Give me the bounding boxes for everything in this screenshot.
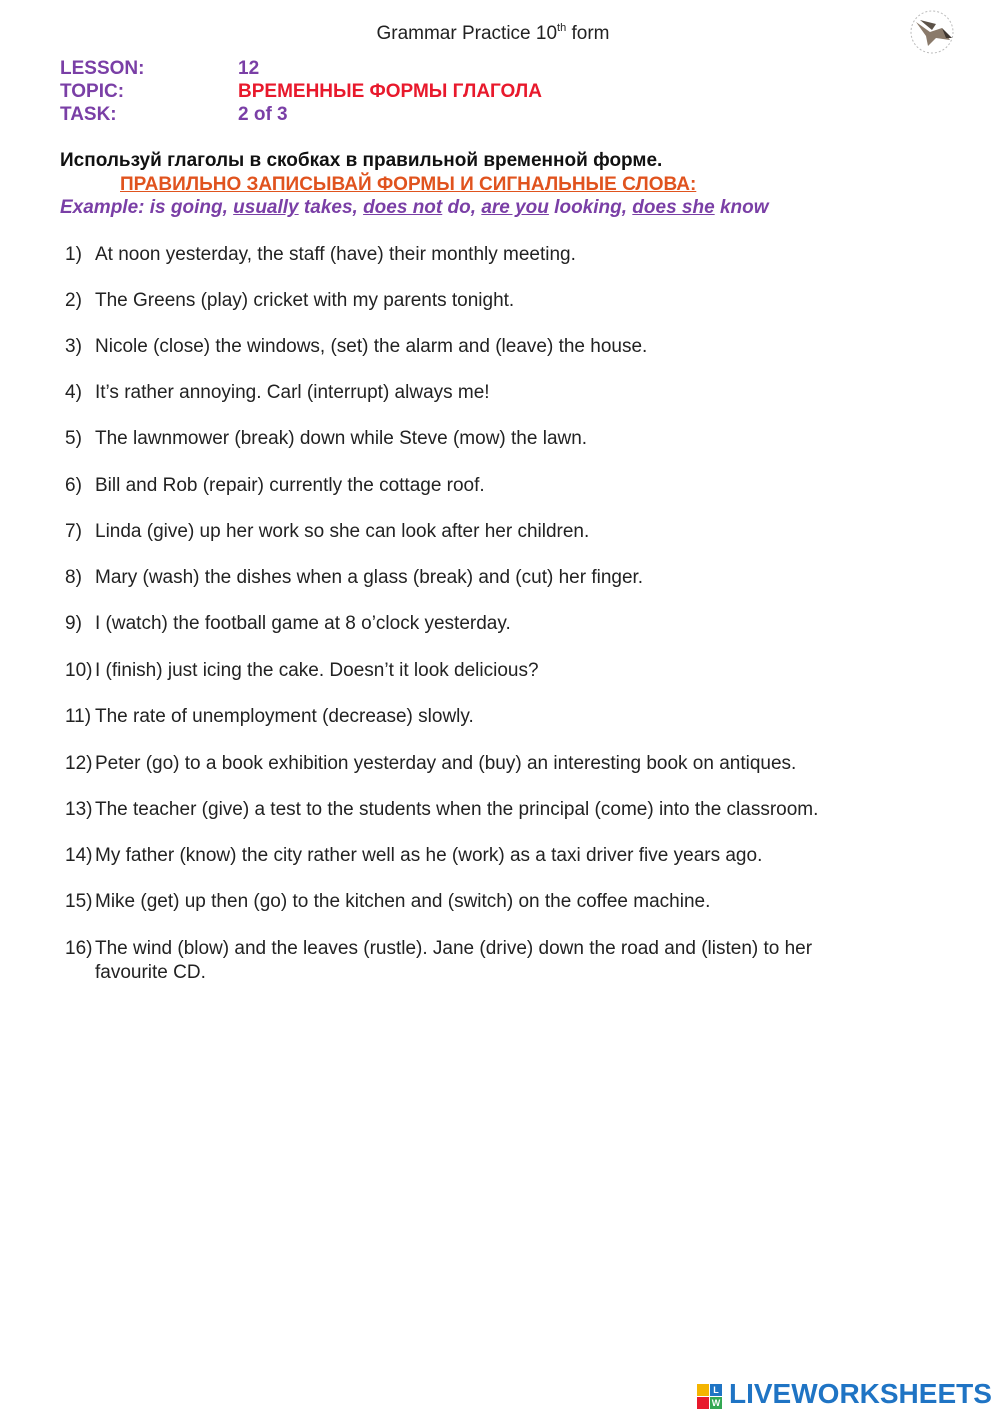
lesson-label: LESSON:: [60, 58, 145, 79]
exercise-item: [65, 752, 885, 776]
header-title-sup: th: [557, 22, 567, 34]
exercise-text: My father (know) the city rather well as he (work) as a taxi driver five years ago.: [95, 845, 763, 866]
exercise-text: The wind (blow) and the leaves (rustle). Jane (drive) down the road and (listen) to her favourite CD.: [95, 938, 813, 983]
exercise-number: 16): [65, 938, 93, 959]
example-rest-4: know: [714, 197, 769, 218]
example-rest-2: do,: [442, 197, 482, 218]
exercise-item: [65, 289, 885, 313]
exercise-item: [65, 659, 885, 683]
topic-value: ВРЕМЕННЫЕ ФОРМЫ ГЛАГОЛА: [238, 81, 542, 102]
exercise-item: [65, 474, 885, 498]
exercise-number: 10): [65, 660, 93, 681]
exercise-number: 14): [65, 845, 93, 866]
exercise-item: [65, 890, 885, 914]
exercise-number: 4): [65, 382, 82, 403]
header-title-prefix: Grammar Practice 10: [376, 23, 558, 44]
exercise-item: [65, 937, 865, 985]
exercise-number: 1): [65, 244, 82, 265]
header-title-suffix: form: [566, 23, 610, 44]
exercise-item: [65, 520, 885, 544]
exercise-item: [65, 243, 885, 267]
liveworksheets-brand: [697, 1377, 997, 1411]
exercise-text: The lawnmower (break) down while Steve (mow) the lawn.: [95, 428, 588, 449]
exercise-number: 8): [65, 567, 82, 588]
page-header: [0, 22, 986, 45]
bird-logo-icon: [906, 8, 958, 56]
exercise-text: I (watch) the football game at 8 o’clock yesterday.: [95, 613, 511, 634]
exercise-text: Mary (wash) the dishes when a glass (break) and (cut) her finger.: [95, 567, 644, 588]
task-value: 2 of 3: [238, 104, 288, 125]
brand-cube-letter-l: L: [710, 1384, 722, 1396]
exercise-item: [65, 427, 885, 451]
exercise-number: 11): [65, 706, 92, 727]
example-label: Example: is going,: [60, 197, 234, 218]
brand-text: LIVEWORKSHEETS: [729, 1378, 992, 1409]
brand-cube-letter-w: W: [711, 1398, 721, 1408]
exercise-text: I (finish) just icing the cake. Doesn’t it look delicious?: [95, 660, 539, 681]
exercise-item: [65, 335, 885, 359]
exercise-text: Nicole (close) the windows, (set) the alarm and (leave) the house.: [95, 336, 648, 357]
exercise-text: Mike (get) up then (go) to the kitchen and (switch) on the coffee machine.: [95, 891, 711, 912]
exercise-text: The teacher (give) a test to the students when the principal (come) into the classroom.: [95, 799, 819, 820]
exercise-item: [65, 844, 885, 868]
exercise-text: At noon yesterday, the staff (have) their monthly meeting.: [95, 244, 576, 265]
exercise-item: [65, 705, 885, 729]
exercise-number: 7): [65, 521, 82, 542]
exercise-text: It’s rather annoying. Carl (interrupt) always me!: [95, 382, 490, 403]
example-signal-4: does she: [632, 197, 715, 218]
example-signal-1: usually: [233, 197, 299, 218]
exercise-number: 12): [65, 753, 93, 774]
exercise-text: Linda (give) up her work so she can look after her children.: [95, 521, 590, 542]
instruction-emphasis: ПРАВИЛЬНО ЗАПИСЫВАЙ ФОРМЫ И СИГНАЛЬНЫЕ СЛОВА:: [120, 174, 697, 195]
exercise-number: 15): [65, 891, 93, 912]
example-rest-3: looking,: [548, 197, 633, 218]
exercise-number: 9): [65, 613, 82, 634]
exercise-item: [65, 612, 885, 636]
instruction-line: Используй глаголы в скобках в правильной временной форме.: [60, 150, 663, 171]
exercise-item: [65, 381, 885, 405]
exercise-number: 2): [65, 290, 82, 311]
task-label: TASK:: [60, 104, 117, 125]
example-signal-3: are you: [481, 197, 549, 218]
exercise-text: The rate of unemployment (decrease) slowly.: [95, 706, 474, 727]
exercise-text: The Greens (play) cricket with my parents tonight.: [95, 290, 515, 311]
example-rest-1: takes,: [298, 197, 364, 218]
exercise-text: Peter (go) to a book exhibition yesterday and (buy) an interesting book on antiques.: [95, 753, 797, 774]
lesson-value: 12: [238, 58, 260, 79]
topic-label: TOPIC:: [60, 81, 125, 102]
exercise-item: [65, 566, 885, 590]
exercise-text: Bill and Rob (repair) currently the cottage roof.: [95, 475, 485, 496]
exercise-item: [65, 798, 895, 822]
exercise-number: 5): [65, 428, 82, 449]
exercise-number: 3): [65, 336, 82, 357]
example-signal-2: does not: [363, 197, 443, 218]
exercise-number: 6): [65, 475, 82, 496]
exercise-number: 13): [65, 799, 93, 820]
example-line: [60, 197, 769, 219]
brand-cubes-icon: [697, 1384, 723, 1410]
